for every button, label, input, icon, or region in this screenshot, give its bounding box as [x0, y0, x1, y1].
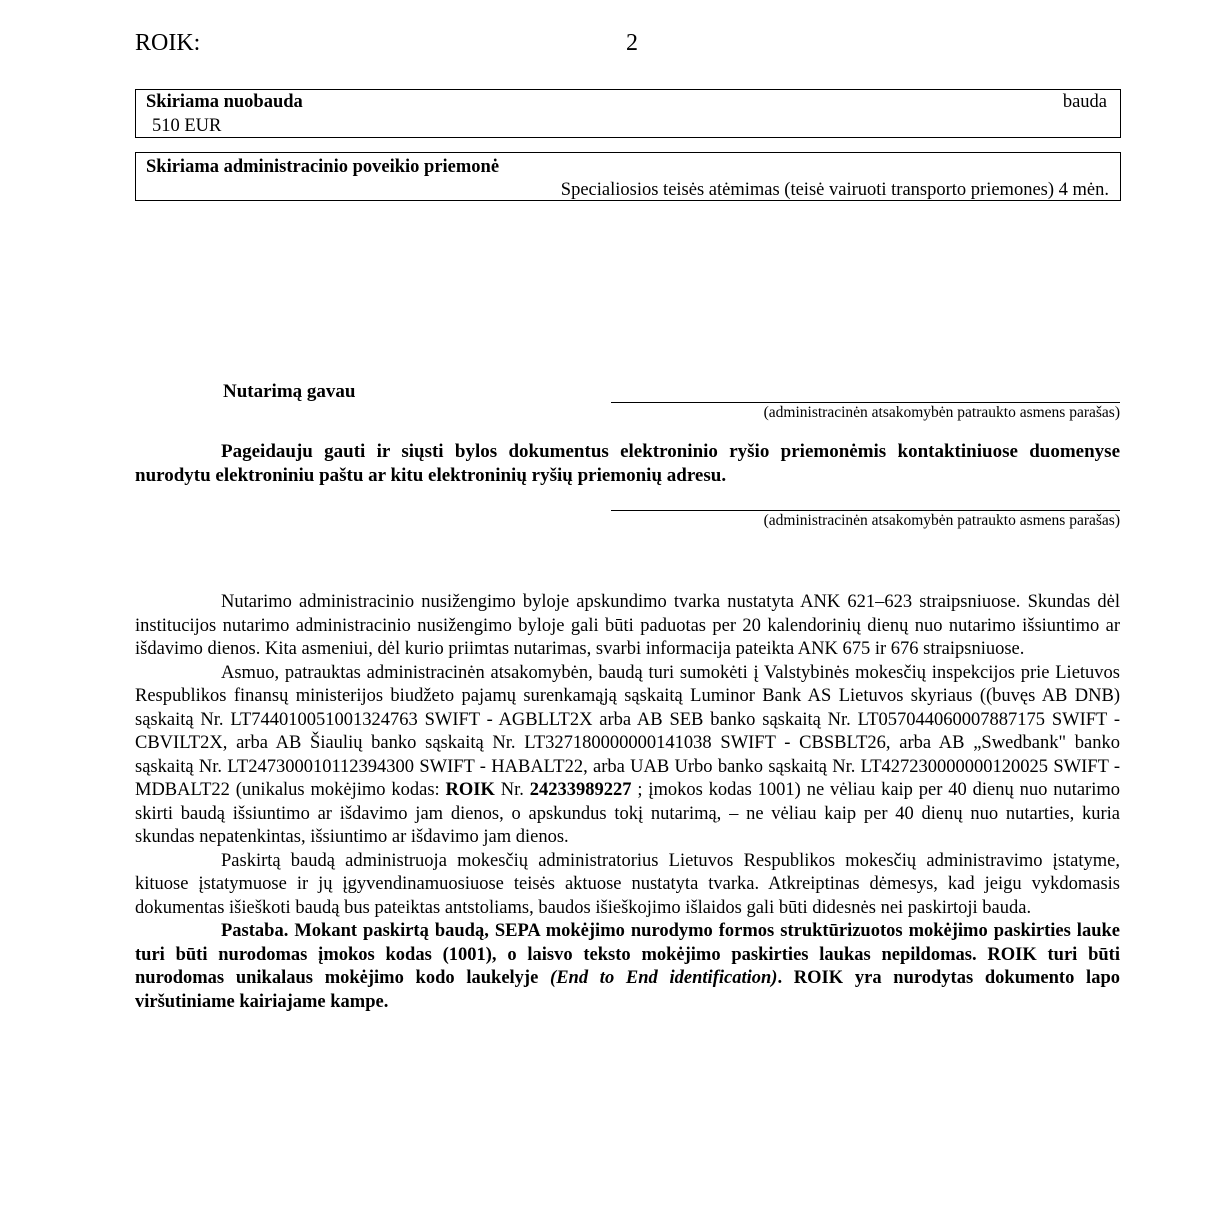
- penalty-title: Skiriama nuobauda: [146, 92, 303, 112]
- measure-value: Specialiosios teisės atėmimas (teisė vairuoti transporto priemones) 4 mėn.: [560, 180, 1109, 200]
- legal-information: [135, 591, 1120, 1014]
- electronic-request: [135, 440, 1120, 487]
- note-text-a: Pastaba. Mokant paskirtą baudą, SEPA mokėjimo nurodymo formos struktūrizuotos mokėjimo paskirties lauke turi būti nurodomas įmokos kodas (1001), o laisvo teksto mokėjimo paskirties laukas nepildomas. ROIK turi būti nurodomas unikalaus mokėjimo kodo laukelyje: [135, 921, 1120, 988]
- measure-box: [135, 152, 1121, 201]
- request-signature-caption: (administracinėn atsakomybėn patraukto asmens parašas): [763, 512, 1120, 529]
- note-text-b: . ROIK yra nurodytas dokumento lapo viršutiniame kairiajame kampe.: [135, 968, 1120, 1012]
- payment-paragraph: [135, 662, 1120, 850]
- payment-code: 24233989227: [529, 780, 632, 800]
- appeal-paragraph: Nutarimo administracinio nusižengimo byloje apskundimo tvarka nustatyta ANK 621–623 straipsniuose. Skundas dėl institucijos nutarimo administracinio nusižengimo byloje gali būti paduotas per 20 kalendorinių dienų nuo nutarimo išsiuntimo ar išdavimo dienos. Kita asmeniui, dėl kurio priimtas nutarimas, svarbi informacija pateikta ANK 675 ir 676 straipsniuose.: [135, 592, 1120, 659]
- receipt-signature-line[interactable]: [611, 402, 1120, 403]
- page-number: 2: [626, 30, 638, 56]
- receipt-signature-caption: (administracinėn atsakomybėn patraukto asmens parašas): [763, 404, 1120, 421]
- payment-roik: ROIK: [445, 780, 495, 800]
- administration-paragraph: Paskirtą baudą administruoja mokesčių administratorius Lietuvos Respublikos mokesčių administravimo įstatyme, kituose įstatymuose ir jų įgyvendinamuosiuose teisės aktuose nustatyta tvarka. Atkreiptinas dėmesys, kad jeigu vykdomasis dokumentas išieškoti baudą bus pateiktas antstoliams, baudos išieškojimo išlaidos gali būti didesnės nei paskirtoji bauda.: [135, 850, 1120, 918]
- payment-text-a: Asmuo, patrauktas administracinėn atsakomybėn, baudą turi sumokėti į Valstybinės mokesčių inspekcijos prie Lietuvos Respublikos finansų ministerijos biudžeto pajamų surenkamąją sąskaitą Luminor Bank AS Lietuvos skyriaus ((buvęs AB DNB) sąskaitą Nr. LT744010051001324763 SWIFT - AGBLLT2X arba AB SEB banko sąskaitą Nr. LT057044060007887175 SWIFT - CBVILT2X, arba AB Šiaulių banko sąskaitą Nr. LT327180000000141038 SWIFT - CBSBLT26, arba AB „Swedbank" banko sąskaitą Nr. LT247300010112394300 SWIFT - HABALT22, arba UAB Urbo banko sąskaitą Nr. LT427230000000120025 SWIFT - MDBALT22 (unikalus mokėjimo kodas:: [135, 662, 1120, 800]
- penalty-type: bauda: [1062, 92, 1107, 112]
- note-italic: (End to End identification): [550, 968, 778, 988]
- receipt-label: Nutarimą gavau: [223, 381, 356, 402]
- electronic-request-text: Pageidauju gauti ir siųsti bylos dokumentus elektroninio ryšio priemonėmis kontaktiniuose duomenyse nurodytu elektroniniu paštu ar kitu elektroninių ryšių priemonių adresu.: [135, 441, 1120, 486]
- roik-label: ROIK:: [135, 30, 201, 56]
- penalty-box: [135, 89, 1121, 138]
- measure-title: Skiriama administracinio poveikio priemonė: [146, 157, 500, 177]
- request-signature-line[interactable]: [611, 510, 1120, 511]
- note-paragraph: [135, 920, 1120, 1014]
- penalty-amount: 510 EUR: [152, 116, 222, 136]
- payment-text-b: Nr.: [494, 780, 530, 800]
- payment-text-c: ; įmokos kodas 1001) ne vėliau kaip per 40 dienų nuo nutarimo skirti baudą išsiuntimo ar išdavimo jam dienos, o apskundus tokį nutarimą, – ne vėliau kaip per 40 dienų nuo nutarties, kuria skundas nepatenkintas, išsiuntimo ar išdavimo jam dienos.: [135, 780, 1120, 847]
